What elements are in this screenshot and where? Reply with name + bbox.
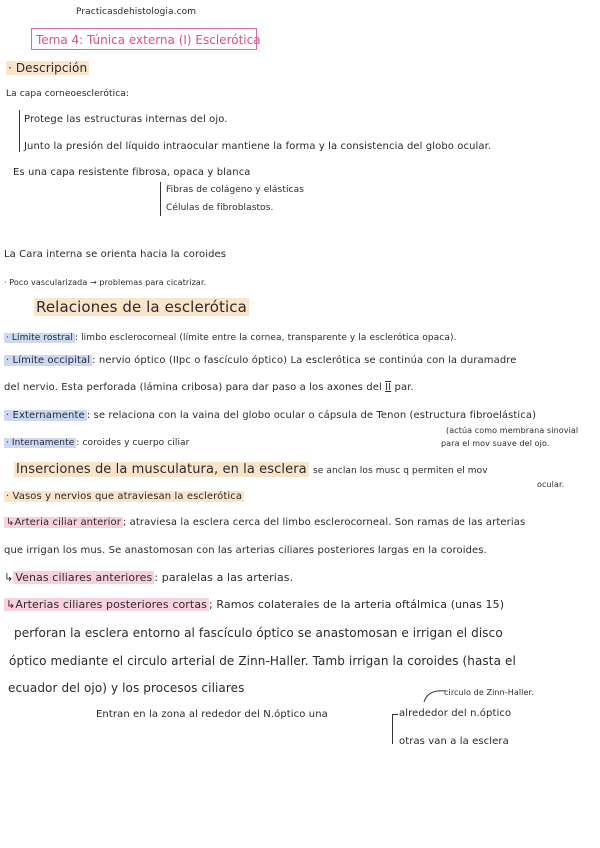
page-title: Tema 4: Túnica externa (I) Esclerótica (36, 33, 261, 47)
externamente-label: · Externamente (6, 410, 85, 421)
arterias-posteriores-line (4, 599, 504, 610)
inserciones-continuation: ocular. (537, 480, 565, 489)
cara-interna: La Cara interna se orienta hacia la coroides (4, 249, 227, 260)
internamente-text: : coroides y cuerpo ciliar (76, 438, 190, 448)
descripcion-bracket (19, 110, 20, 152)
section-descripcion-heading (6, 62, 89, 74)
descripcion-heading-text: · Descripción (8, 61, 88, 75)
limite-rostral-text: : limbo esclerocorneal (límite entre la cornea, transparente y la esclerótica opaca). (74, 333, 457, 343)
par-roman-numeral: II (385, 382, 392, 393)
inserciones-line (14, 463, 488, 476)
relacion-limite-occipital (4, 356, 517, 366)
section-relaciones-heading (34, 300, 249, 315)
relacion-limite-rostral (4, 334, 457, 343)
tenon-note-1: (actúa como membrana sinovial (446, 426, 579, 435)
arterias-posteriores-line-3: óptico mediante el circulo arterial de Zinn-Haller. Tamb irrigan la coroides (hasta el (9, 654, 516, 668)
venas-ciliares-label: Venas ciliares anteriores (15, 571, 153, 584)
otras-branch: otras van a la esclera (399, 736, 509, 747)
venas-ciliares-line (4, 572, 293, 583)
occipital-cont-text: del nervio. Esta perforada (lámina cribosa) para dar paso a los axones del (4, 382, 382, 393)
venas-arrow: ↳ (4, 571, 14, 584)
capa-item-celulas: Células de fibroblastos. (166, 203, 274, 213)
capa-bracket (160, 182, 161, 216)
limite-rostral-label: · Límite rostral (6, 333, 73, 343)
descripcion-intro: La capa corneoesclerótica: (6, 89, 130, 99)
relacion-internamente (4, 439, 189, 448)
venas-ciliares-text: : paralelas a las arterias. (154, 571, 294, 584)
relacion-externamente (4, 411, 536, 421)
arteria-ciliar-anterior-text: ; atraviesa la esclera cerca del limbo esclerocorneal. Son ramas de las arterias (122, 517, 526, 528)
limite-occipital-continuation (4, 383, 414, 393)
limite-occipital-label: · Límite occipital (6, 355, 91, 366)
arterias-posteriores-text: ; Ramos colaterales de la arteria oftálmica (unas 15) (209, 598, 505, 611)
section-vasos-heading (4, 492, 244, 502)
entran-line: Entran en la zona al rededor del N.óptico una (96, 709, 328, 720)
alrededor-branch: alrededor del n.óptico (399, 708, 512, 719)
relaciones-heading-text: Relaciones de la esclerótica (36, 298, 247, 316)
circulo-zinn-haller-note: circulo de Zinn-Haller. (444, 688, 534, 697)
descripcion-bullet-1: Protege las estructuras internas del ojo. (24, 114, 228, 125)
occipital-cont-end: par. (394, 382, 414, 393)
title-box (31, 28, 261, 50)
capa-description: Es una capa resistente fibrosa, opaca y blanca (13, 167, 251, 178)
inserciones-heading: Inserciones de la musculatura, en la esclera (16, 462, 307, 477)
vascularizacion-note: · Poco vascularizada → problemas para cicatrizar. (4, 278, 207, 287)
vasos-heading-text: · Vasos y nervios que atraviesan la esclerótica (6, 491, 243, 502)
arteria-ciliar-anterior-continuation: que irrigan los mus. Se anastomosan con las arterias ciliares posteriores largas en la coroides. (4, 545, 487, 556)
arteria-ciliar-anterior-label: ↳Arteria ciliar anterior (6, 517, 121, 528)
capa-item-fibras: Fibras de colágeno y elásticas (166, 185, 305, 195)
limite-occipital-text: : nervio óptico (IIpc o fascículo óptico) La esclerótica se continúa con la duramadre (92, 355, 517, 366)
arterias-posteriores-line-2: perforan la esclera entorno al fascículo óptico se anastomosan e irrigan el disco (14, 626, 503, 640)
entran-bracket-top (392, 714, 398, 715)
descripcion-bullet-2: Junto la presión del líquido intraocular mantiene la forma y la consistencia del globo ocular. (24, 141, 492, 152)
internamente-label: · Internamente (6, 438, 75, 448)
arterias-posteriores-label: ↳Arterias ciliares posteriores cortas (6, 598, 208, 611)
externamente-text: : se relaciona con la vaina del globo ocular o cápsula de Tenon (estructura fibroelástica) (86, 410, 537, 421)
inserciones-text: se anclan los musc q permiten el mov (312, 466, 488, 476)
arterias-posteriores-line-4: ecuador del ojo) y los procesos ciliares (8, 681, 245, 695)
entran-bracket (392, 714, 393, 744)
site-header: Practicasdehistologia.com (76, 7, 197, 17)
tenon-note-2: para el mov suave del ojo. (441, 439, 550, 448)
arteria-ciliar-anterior-line (4, 518, 525, 528)
